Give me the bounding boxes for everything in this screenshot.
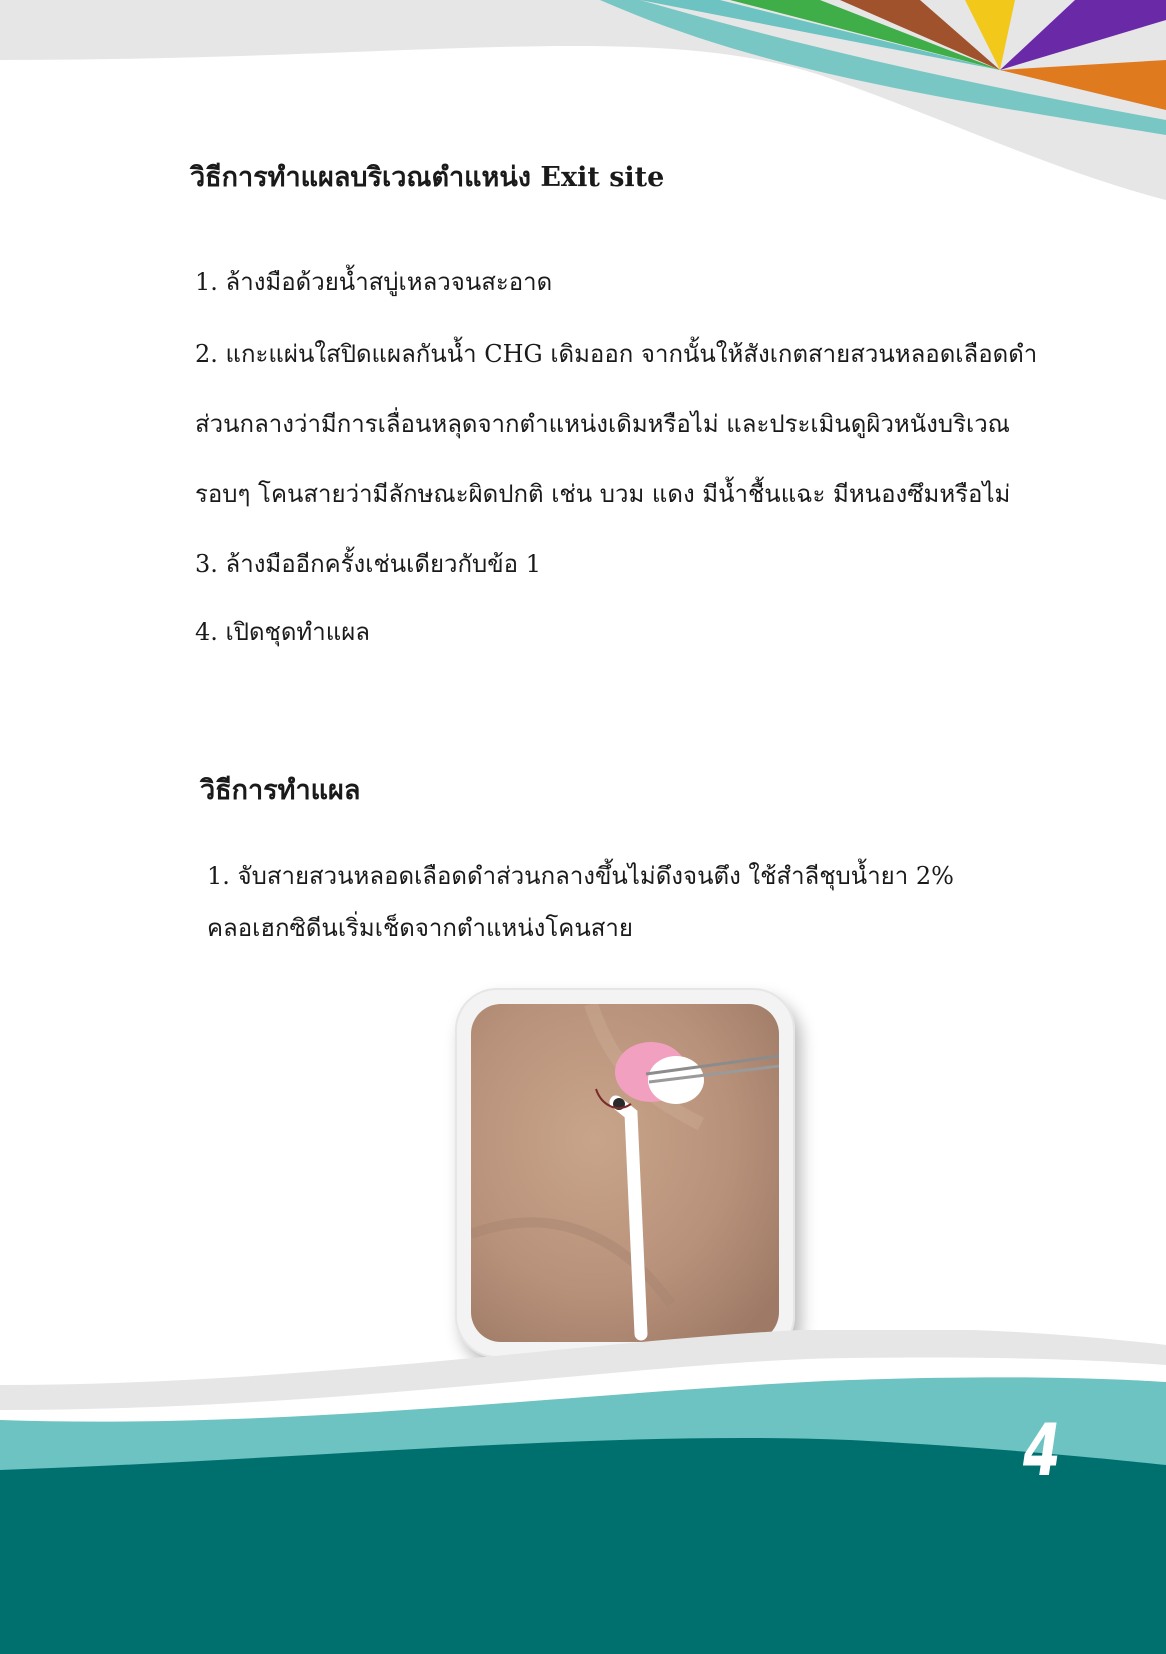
section-heading: วิธีการทำแผล (200, 775, 361, 806)
wound-care-photo (471, 1004, 779, 1342)
list-item: 4. เปิดชุดทำแผล (195, 618, 370, 646)
list-item: 3. ล้างมืออีกครั้งเช่นเดียวกับข้อ 1 (195, 550, 541, 578)
photo-frame (455, 988, 795, 1358)
list-item: ส่วนกลางว่ามีการเลื่อนหลุดจากตำแหน่งเดิมหรือไม่ และประเมินดูผิวหนังบริเวณ (195, 410, 1010, 438)
instruction-line: 1. จับสายสวนหลอดเลือดดำส่วนกลางขึ้นไม่ดึงจนตึง ใช้สำลีชุบน้ำยา 2% (207, 862, 954, 890)
page-title: วิธีการทำแผลบริเวณตำแหน่ง Exit site (190, 162, 665, 193)
page-number: 4 (1023, 1408, 1060, 1492)
list-item: 1. ล้างมือด้วยน้ำสบู่เหลวจนสะอาด (195, 268, 553, 296)
footer-decoration (0, 1330, 1166, 1654)
list-item: รอบๆ โคนสายว่ามีลักษณะผิดปกติ เช่น บวม แดง มีน้ำชื้นแฉะ มีหนองซึมหรือไม่ (195, 480, 1011, 508)
instruction-line: คลอเฮกซิดีนเริ่มเช็ดจากตำแหน่งโคนสาย (207, 914, 633, 942)
list-item: 2. แกะแผ่นใสปิดแผลกันน้ำ CHG เดิมออก จากนั้นให้สังเกตสายสวนหลอดเลือดดำ (195, 340, 1038, 368)
